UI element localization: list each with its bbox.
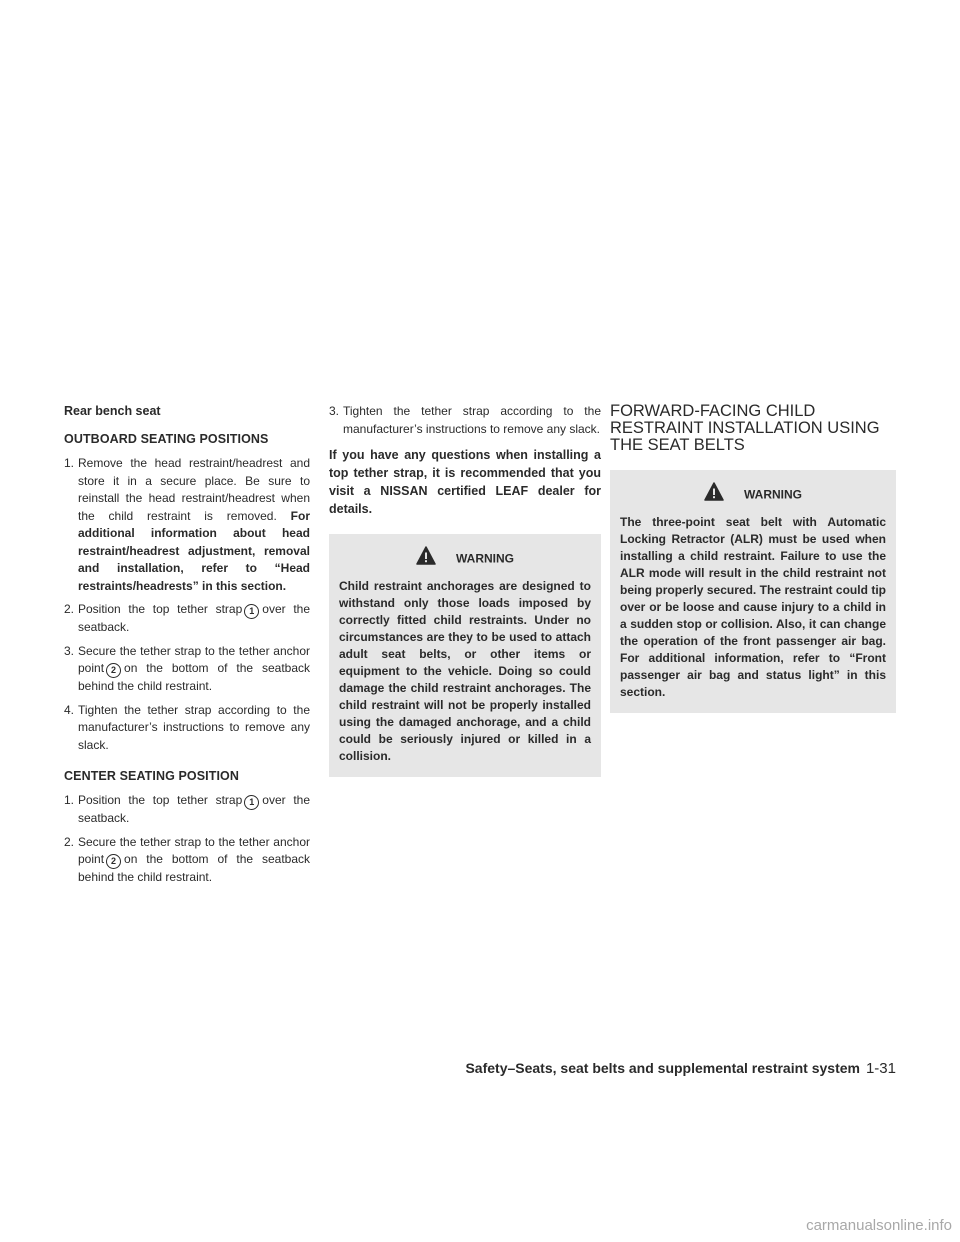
column-left — [64, 403, 310, 901]
middle-steps — [329, 403, 601, 438]
step-number: 3. — [329, 404, 340, 418]
page-number: 1-31 — [865, 1060, 896, 1077]
step-text: Secure the tether strap to the tether anchor point — [78, 834, 310, 866]
heading-line-2: RESTRAINT INSTALLATION USING — [610, 419, 880, 437]
outboard-step-4 — [64, 702, 310, 755]
center-step-1 — [64, 792, 310, 828]
warning-header — [620, 482, 886, 502]
heading-outboard: OUTBOARD SEATING POSITIONS — [64, 432, 269, 446]
outboard-step-1 — [64, 455, 310, 595]
subheading-rear-bench: Rear bench seat — [64, 404, 161, 418]
outboard-steps — [64, 455, 310, 754]
outboard-step-3-continued — [329, 403, 601, 438]
callout-1-icon: 1 — [244, 795, 259, 810]
callout-2-icon: 2 — [106, 854, 121, 869]
warning-box-alr — [610, 470, 896, 713]
callout-2-icon: 2 — [106, 663, 121, 678]
step-text: Remove the head restraint/headrest and store it in a secure place. Be sure to reinstall the head restraint/headrest when the child restraint is removed. — [78, 456, 310, 523]
warning-header — [339, 546, 591, 566]
step-number: 4. — [64, 702, 75, 717]
step-text: over the seatback. — [78, 793, 310, 825]
step-text: Tighten the tether strap according to the manufacturer’s instructions to remove any slack. — [343, 404, 601, 436]
step-text: Tighten the tether strap according to the manufacturer’s instructions to remove any slack. — [78, 702, 310, 752]
center-step-2 — [64, 834, 310, 887]
step-number: 3. — [64, 643, 75, 658]
callout-1-icon: 1 — [244, 604, 259, 619]
step-number: 2. — [64, 602, 75, 616]
step-text: Position the top tether strap — [78, 793, 243, 807]
warning-triangle-icon — [704, 482, 724, 509]
warning-box-anchorages — [329, 534, 601, 777]
step-text: over the seatback. — [78, 602, 310, 634]
heading-center: CENTER SEATING POSITION — [64, 769, 239, 783]
warning-label: WARNING — [744, 487, 802, 502]
step-text: Position the top tether strap — [78, 602, 243, 616]
step-text: on the bottom of the seatback behind the child restraint. — [78, 852, 310, 884]
step-number: 1. — [64, 456, 75, 470]
step-number: 2. — [64, 834, 75, 849]
watermark: carmanualsonline.info — [806, 1217, 952, 1234]
column-middle — [329, 403, 601, 777]
step-text: Secure the tether strap to the tether anchor point — [78, 643, 310, 675]
footer-section-title: Safety–Seats, seat belts and supplemental restraint system — [465, 1060, 860, 1076]
warning-triangle-icon — [416, 546, 436, 573]
step-text: on the bottom of the seatback behind the child restraint. — [78, 661, 310, 693]
center-steps — [64, 792, 310, 887]
step-number: 1. — [64, 793, 75, 807]
outboard-step-3 — [64, 643, 310, 696]
warning-text: Child restraint anchorages are designed to withstand only those loads imposed by correctly fitted child restraints. Under no circumstances are they to be used to attach adult seat belts, or other items or equipment to the vehicle. Doing so could damage the child restraint anchorages. The child restraint will not be properly installed using the damaged anchorage, and a child could be seriously injured or killed in a collision. — [339, 579, 591, 763]
outboard-step-2 — [64, 601, 310, 637]
section-heading — [610, 403, 896, 454]
heading-line-3: THE SEAT BELTS — [610, 436, 745, 454]
warning-text: The three-point seat belt with Automatic Locking Retractor (ALR) must be used when installing a child restraint. Failure to use the ALR mode will result in the child restraint not being properly secured. The restraint could tip over or be loose and cause injury to a child in a sudden stop or collision. Also, it can change the operation of the front passenger air bag. For additional information, refer to “Front passenger air bag and status light” in this section. — [620, 515, 886, 699]
heading-line-1: FORWARD-FACING CHILD — [610, 402, 816, 420]
page-footer — [465, 1060, 896, 1077]
warning-label: WARNING — [456, 551, 514, 566]
dealer-advice-paragraph: If you have any questions when installing a top tether strap, it is recommended that you visit a NISSAN certified LEAF dealer for details. — [329, 448, 601, 516]
column-right — [610, 403, 896, 713]
step-bold-text: For additional information about head restraint/headrest adjustment, removal and installation, refer to “Head restraints/headrests” in this section. — [78, 508, 310, 593]
